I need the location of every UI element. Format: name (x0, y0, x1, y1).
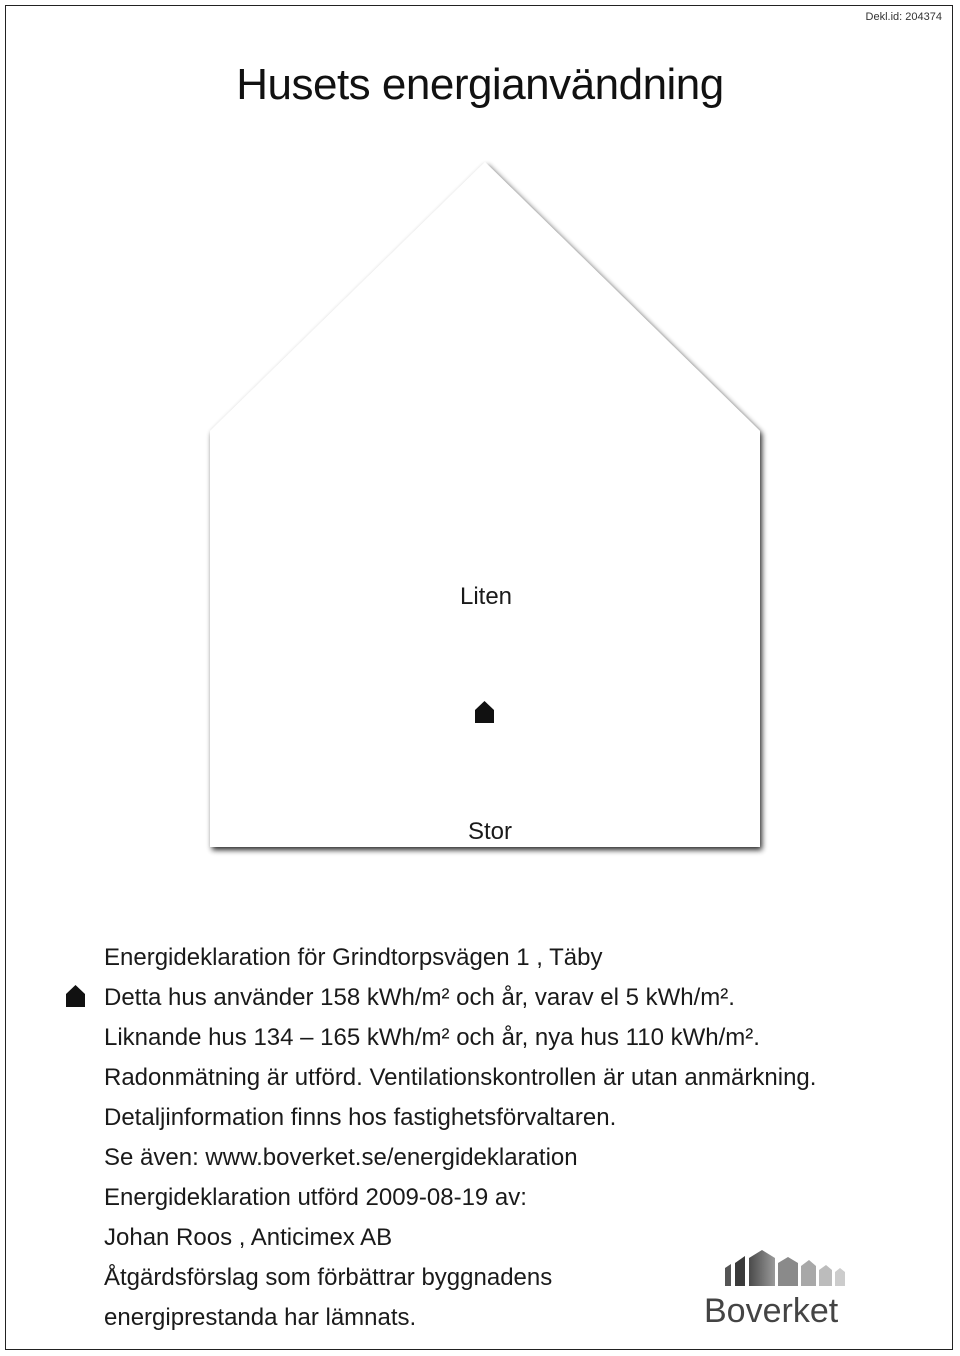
info-line-radon: Radonmätning är utförd. Ventilationskontrollen är utan anmärkning. (104, 1064, 817, 1091)
info-line-website: Se även: www.boverket.se/energideklaration (104, 1144, 578, 1171)
info-line-actions: Åtgärdsförslag som förbättrar byggnadens (104, 1264, 553, 1291)
logo-text: Boverket (704, 1292, 839, 1330)
house-marker-icon (475, 701, 494, 723)
info-line-actions-cont: energiprestanda har lämnats. (104, 1304, 417, 1331)
page-title: Husets energianvändning (236, 60, 724, 109)
declaration-id: Dekl.id: 204374 (865, 11, 942, 23)
info-line-inspector: Johan Roos , Anticimex AB (104, 1224, 393, 1251)
scale-label-large: Stor (467, 818, 512, 845)
info-line-usage: Detta hus använder 158 kWh/m² och år, varav el 5 kWh/m². (104, 984, 735, 1011)
info-line-details: Detaljinformation finns hos fastighetsförvaltaren. (104, 1104, 617, 1131)
info-line-comparison: Liknande hus 134 – 165 kWh/m² och år, nya hus 110 kWh/m². (104, 1024, 760, 1051)
scale-label-small: Liten (459, 583, 513, 610)
house-marker-icon (66, 985, 85, 1007)
info-line-date: Energideklaration utförd 2009-08-19 av: (104, 1184, 527, 1211)
info-line-address: Energideklaration för Grindtorpsvägen 1 , Täby (104, 944, 603, 971)
boverket-logo-icon (700, 1248, 860, 1334)
